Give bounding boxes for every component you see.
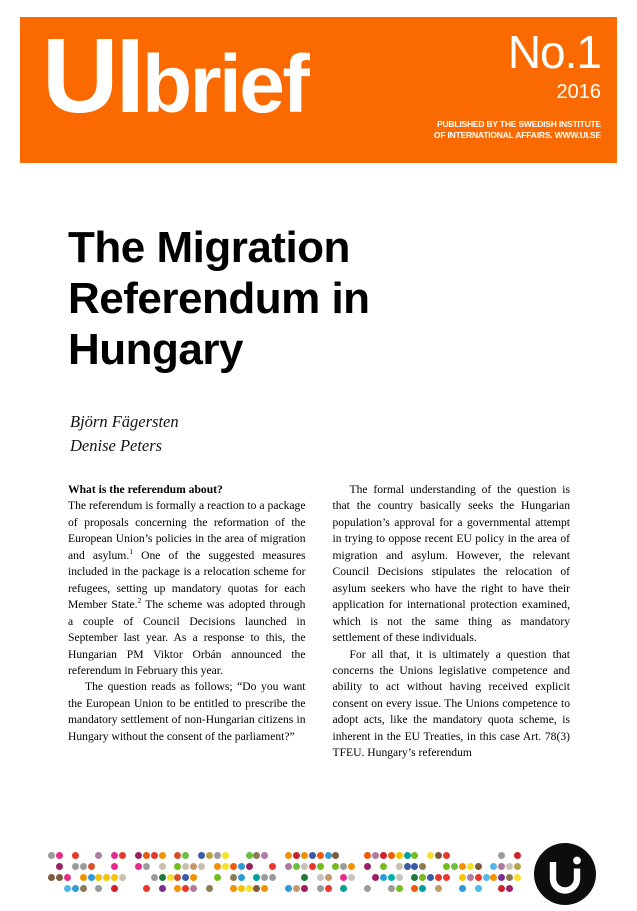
pattern-dot — [261, 852, 268, 859]
pattern-dot — [506, 874, 513, 881]
pattern-dot — [56, 852, 63, 859]
pattern-dot — [230, 885, 237, 892]
pattern-dot — [475, 863, 482, 870]
paragraph-text-b: One of the suggested measures included in the package is a relocation scheme for refugees, setting up mandatory quotas for each Member State. — [68, 548, 306, 612]
paragraph: The question reads as follows; “Do you want the European Union to be entitled to prescribe the mandatory settlement of non-Hungarian citizens in Hungary without the consent of the parliament?” — [68, 680, 306, 743]
pattern-dot — [56, 863, 63, 870]
pattern-dot — [159, 885, 166, 892]
issue-number: No.1 — [507, 26, 601, 78]
pattern-dot — [253, 874, 260, 881]
pattern-dot — [80, 874, 87, 881]
pattern-dot — [467, 874, 474, 881]
pattern-dot — [475, 874, 482, 881]
pattern-dot — [253, 885, 260, 892]
footnote-marker-1: 1 — [129, 546, 134, 556]
pattern-dot — [301, 863, 308, 870]
pattern-dot — [159, 874, 166, 881]
pattern-dot — [119, 852, 126, 859]
pattern-dot — [380, 863, 387, 870]
pattern-dot — [348, 863, 355, 870]
pattern-dot — [88, 874, 95, 881]
paragraph: The formal understanding of the question is that the country basically seeks the Hungarian population’s approval for a governmental attempt in trying to oppose recent EU policy in the area of migration and asylum. However, the relevant Council Decisions stipulates the relocation of asylum seekers who have the right to have their application for international protection examined, which is not the same thing as mandatory settlement of these individuals. — [332, 483, 570, 645]
publisher-line-2: OF INTERNATIONAL AFFAIRS. WWW.UI.SE — [433, 130, 601, 140]
pattern-dot — [238, 885, 245, 892]
pattern-dot — [396, 874, 403, 881]
body-column-right — [333, 482, 571, 822]
pattern-dot — [119, 874, 126, 881]
pattern-dot — [372, 852, 379, 859]
pattern-dot — [317, 885, 324, 892]
pattern-dot — [174, 885, 181, 892]
pattern-dot — [396, 852, 403, 859]
decorative-dot-pattern — [48, 852, 518, 896]
pattern-dot — [514, 874, 521, 881]
pattern-dot — [293, 885, 300, 892]
pattern-dot — [190, 863, 197, 870]
article-body — [68, 482, 570, 822]
pattern-dot — [135, 852, 142, 859]
pattern-dot — [396, 863, 403, 870]
pattern-dot — [317, 874, 324, 881]
pattern-dot — [301, 885, 308, 892]
pattern-dot — [143, 852, 150, 859]
publisher-line-1: PUBLISHED BY THE SWEDISH INSTITUTE — [436, 119, 601, 129]
pattern-dot — [143, 885, 150, 892]
pattern-dot — [246, 863, 253, 870]
pattern-dot — [301, 852, 308, 859]
pattern-dot — [419, 863, 426, 870]
pattern-dot — [498, 885, 505, 892]
pattern-dot — [269, 863, 276, 870]
pattern-dot — [222, 863, 229, 870]
pattern-dot — [467, 863, 474, 870]
pattern-dot — [261, 874, 268, 881]
pattern-dot — [190, 885, 197, 892]
pattern-dot — [174, 852, 181, 859]
pattern-dot — [459, 885, 466, 892]
header-banner — [20, 17, 617, 163]
pattern-dot — [222, 852, 229, 859]
pattern-dot — [340, 874, 347, 881]
pattern-dot — [238, 874, 245, 881]
logotype-ui: UI — [42, 17, 142, 135]
pattern-dot — [411, 852, 418, 859]
pattern-dot — [230, 874, 237, 881]
pattern-dot — [325, 885, 332, 892]
pattern-dot — [261, 885, 268, 892]
pattern-dot — [80, 863, 87, 870]
pattern-dot — [159, 852, 166, 859]
pattern-dot — [111, 852, 118, 859]
pattern-dot — [475, 885, 482, 892]
pattern-dot — [506, 885, 513, 892]
section-heading: What is the referendum about? — [68, 483, 223, 496]
paragraph-text-c: The scheme was adopted through a couple of Council Decisions launched in September last year. As a response to this, the Hungarian PM Viktor Orbán announced the referendum in February this year. — [68, 598, 306, 677]
pattern-dot — [364, 885, 371, 892]
paragraph-text-a: The referendum is formally a reaction to a package of proposals concerning the reformation of the European Union’s policies in the area of migration and asylum. — [68, 499, 306, 562]
pattern-dot — [95, 874, 102, 881]
pattern-dot — [514, 852, 521, 859]
pattern-dot — [285, 885, 292, 892]
author-name-2: Denise Peters — [70, 436, 163, 455]
pattern-dot — [214, 863, 221, 870]
author-name-1: Björn Fägersten — [70, 412, 179, 431]
pattern-dot — [490, 863, 497, 870]
pattern-dot — [238, 863, 245, 870]
pattern-dot — [340, 885, 347, 892]
pattern-dot — [443, 874, 450, 881]
paragraph: For all that, it is ultimately a question that concerns the Unions legislative competence and ability to act without having received explicit consent on every issue. The Unions competence to adopt acts, like the mandatory quota scheme, is inherent in the EU Treaties, in this case Art. 78(3) TFEU. Hungary’s referendum — [332, 647, 570, 760]
pattern-dot — [214, 852, 221, 859]
pattern-dot — [64, 874, 71, 881]
pattern-dot — [309, 863, 316, 870]
page-title: The Migration Referendum in Hungary — [68, 223, 370, 374]
pattern-dot — [388, 874, 395, 881]
pattern-dot — [159, 863, 166, 870]
pattern-dot — [435, 874, 442, 881]
pattern-dot — [301, 874, 308, 881]
pattern-dot — [103, 874, 110, 881]
pattern-dot — [411, 885, 418, 892]
pattern-dot — [214, 874, 221, 881]
pattern-dot — [490, 874, 497, 881]
pattern-dot — [388, 885, 395, 892]
pattern-dot — [174, 874, 181, 881]
pattern-dot — [483, 874, 490, 881]
pattern-dot — [182, 874, 189, 881]
pattern-dot — [182, 852, 189, 859]
pattern-dot — [48, 852, 55, 859]
pattern-dot — [364, 863, 371, 870]
pattern-dot — [404, 863, 411, 870]
pattern-dot — [348, 874, 355, 881]
pattern-dot — [332, 863, 339, 870]
pattern-dot — [404, 852, 411, 859]
pattern-dot — [498, 852, 505, 859]
pattern-dot — [459, 874, 466, 881]
pattern-dot — [174, 863, 181, 870]
pattern-dot — [269, 874, 276, 881]
pattern-dot — [198, 863, 205, 870]
pattern-dot — [88, 863, 95, 870]
pattern-dot — [443, 863, 450, 870]
pattern-dot — [419, 874, 426, 881]
pattern-dot — [332, 852, 339, 859]
author-list — [70, 410, 179, 458]
pattern-dot — [435, 852, 442, 859]
pattern-dot — [325, 874, 332, 881]
pattern-dot — [111, 863, 118, 870]
pattern-dot — [246, 885, 253, 892]
pattern-dot — [309, 852, 316, 859]
pattern-dot — [48, 874, 55, 881]
pattern-dot — [190, 874, 197, 881]
pattern-dot — [498, 874, 505, 881]
pattern-dot — [411, 863, 418, 870]
logo-i-dot — [573, 857, 581, 865]
pattern-dot — [451, 863, 458, 870]
pattern-dot — [111, 885, 118, 892]
pattern-dot — [56, 874, 63, 881]
pattern-dot — [253, 852, 260, 859]
pattern-dot — [135, 863, 142, 870]
pattern-dot — [388, 852, 395, 859]
pattern-dot — [317, 852, 324, 859]
pattern-dot — [427, 852, 434, 859]
pattern-dot — [419, 885, 426, 892]
pattern-dot — [325, 852, 332, 859]
pattern-dot — [80, 885, 87, 892]
pattern-dot — [372, 874, 379, 881]
pattern-dot — [182, 885, 189, 892]
logo-circle — [534, 843, 596, 905]
pattern-dot — [364, 852, 371, 859]
pattern-dot — [206, 885, 213, 892]
pattern-dot — [514, 863, 521, 870]
pattern-dot — [427, 874, 434, 881]
pattern-dot — [151, 852, 158, 859]
pattern-dot — [498, 863, 505, 870]
pattern-dot — [72, 885, 79, 892]
pattern-dot — [111, 874, 118, 881]
pattern-dot — [340, 863, 347, 870]
issue-block — [434, 27, 601, 141]
ui-institute-logo-icon — [534, 843, 596, 905]
pattern-dot — [198, 852, 205, 859]
pattern-dot — [72, 852, 79, 859]
issue-year: 2016 — [556, 81, 601, 103]
pattern-dot — [182, 863, 189, 870]
pattern-dot — [317, 863, 324, 870]
pattern-dot — [380, 874, 387, 881]
pattern-dot — [506, 863, 513, 870]
paragraph — [68, 498, 306, 679]
pattern-dot — [167, 874, 174, 881]
pattern-dot — [411, 874, 418, 881]
pattern-dot — [285, 863, 292, 870]
pattern-dot — [435, 885, 442, 892]
pattern-dot — [64, 885, 71, 892]
body-column-left — [68, 482, 306, 822]
pattern-dot — [246, 852, 253, 859]
pattern-dot — [443, 852, 450, 859]
pattern-dot — [293, 852, 300, 859]
publisher-credit — [434, 119, 601, 141]
pattern-dot — [459, 863, 466, 870]
pattern-dot — [230, 863, 237, 870]
pattern-dot — [293, 863, 300, 870]
pattern-dot — [396, 885, 403, 892]
footnote-marker-2: 2 — [137, 596, 142, 606]
pattern-dot — [206, 852, 213, 859]
pattern-dot — [95, 852, 102, 859]
pattern-dot — [151, 874, 158, 881]
ui-brief-logotype — [42, 17, 308, 135]
logotype-brief: brief — [142, 39, 308, 130]
pattern-dot — [143, 863, 150, 870]
pattern-dot — [72, 863, 79, 870]
pattern-dot — [380, 852, 387, 859]
pattern-dot — [95, 885, 102, 892]
pattern-dot — [285, 852, 292, 859]
